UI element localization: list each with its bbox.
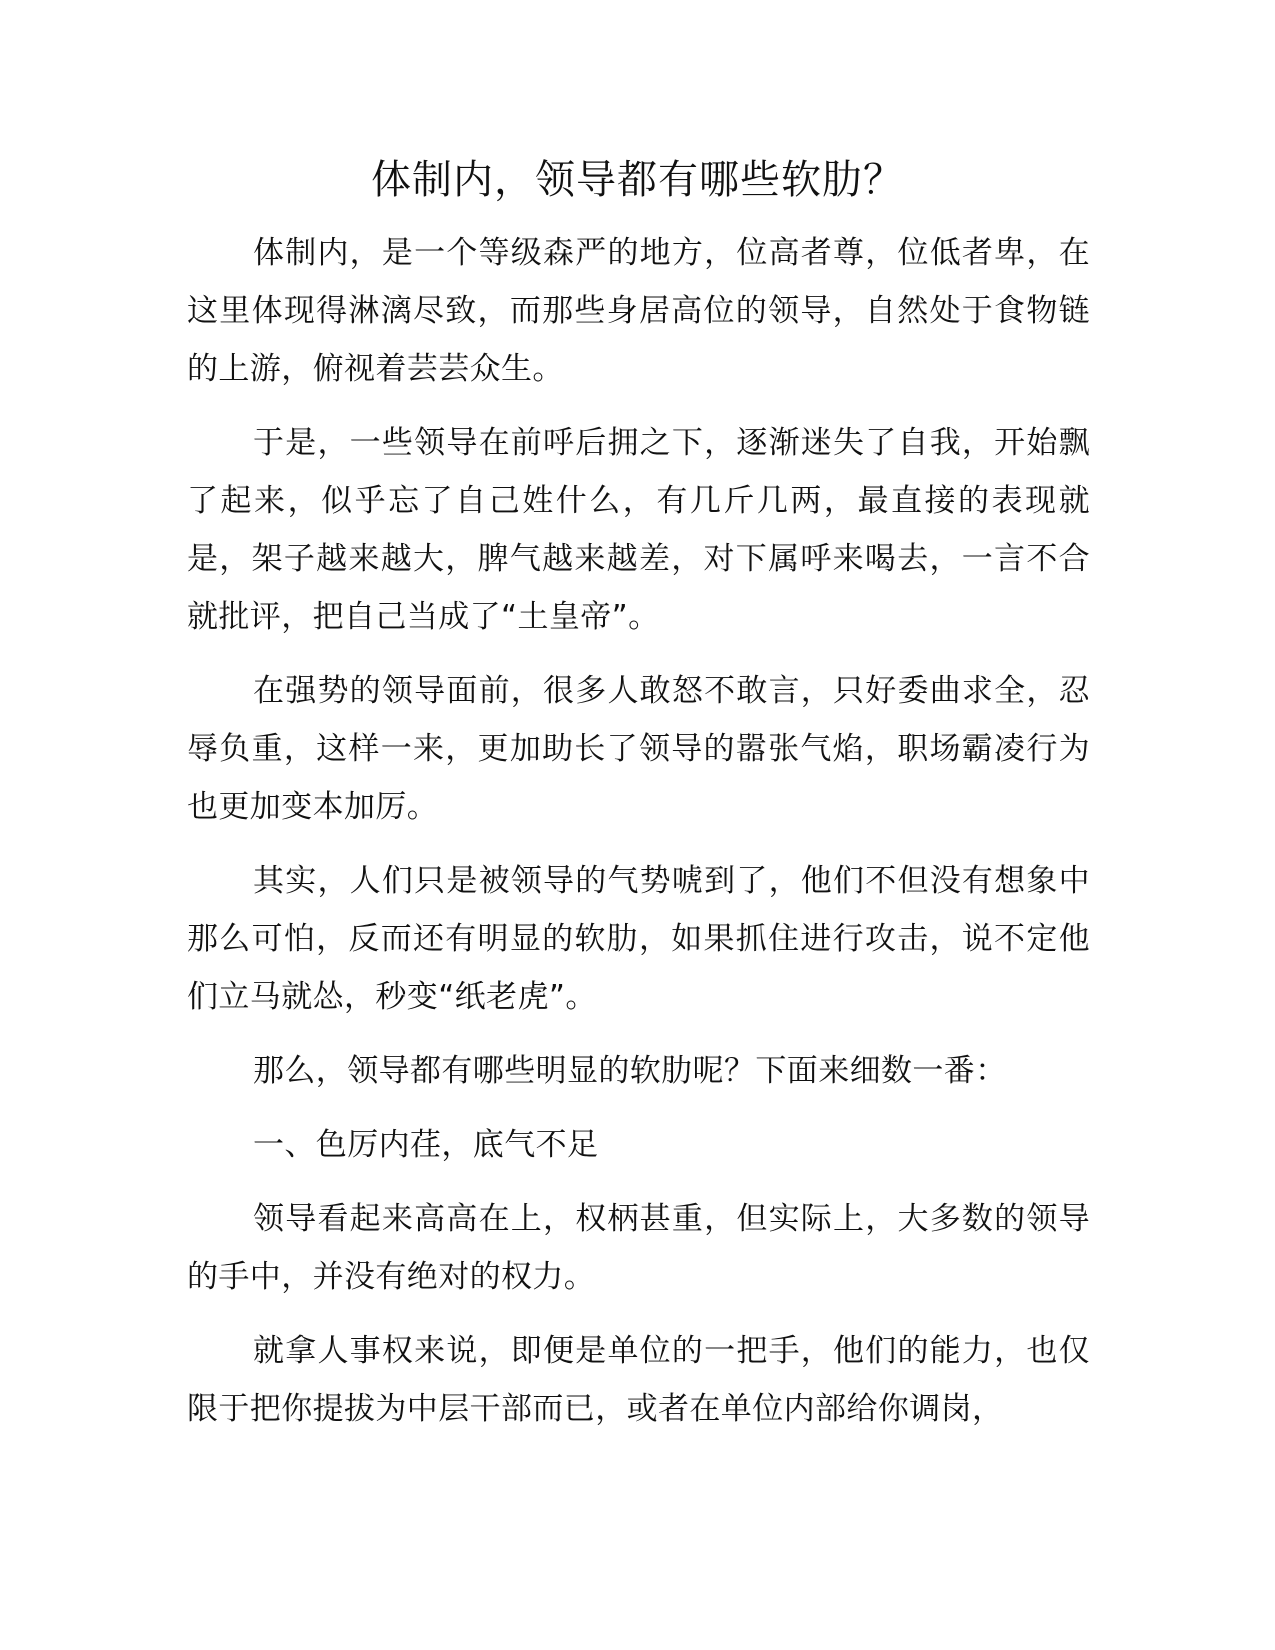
paragraph-3: 在强势的领导面前，很多人敢怒不敢言，只好委曲求全，忍辱负重，这样一来，更加助长了领导的嚣张气焰，职场霸凌行为也更加变本加厉。 [187, 673, 1090, 825]
document-body [187, 224, 1090, 1454]
paragraph-5: 那么，领导都有哪些明显的软肋呢？下面来细数一番： [253, 1053, 1007, 1089]
paragraph-1: 体制内，是一个等级森严的地方，位高者尊，位低者卑，在这里体现得淋漓尽致，而那些身居高位的领导，自然处于食物链的上游，俯视着芸芸众生。 [187, 235, 1090, 387]
paragraph-6: 领导看起来高高在上，权柄甚重，但实际上，大多数的领导的手中，并没有绝对的权力。 [187, 1201, 1090, 1295]
paragraph-2: 于是，一些领导在前呼后拥之下，逐渐迷失了自我，开始飘了起来，似乎忘了自己姓什么，有几斤几两，最直接的表现就是，架子越来越大，脾气越来越差，对下属呼来喝去，一言不合就批评，把自己当成了“土皇帝”。 [187, 425, 1090, 635]
document-title: 体制内，领导都有哪些软肋？ [371, 157, 904, 203]
section-heading-1: 一、色厉内荏，底气不足 [253, 1127, 599, 1163]
paragraph-4: 其实，人们只是被领导的气势唬到了，他们不但没有想象中那么可怕，反而还有明显的软肋，如果抓住进行攻击，说不定他们立马就怂，秒变“纸老虎”。 [187, 863, 1090, 1015]
paragraph-7: 就拿人事权来说，即便是单位的一把手，他们的能力，也仅限于把你提拔为中层干部而已，或者在单位内部给你调岗， [187, 1333, 1090, 1427]
